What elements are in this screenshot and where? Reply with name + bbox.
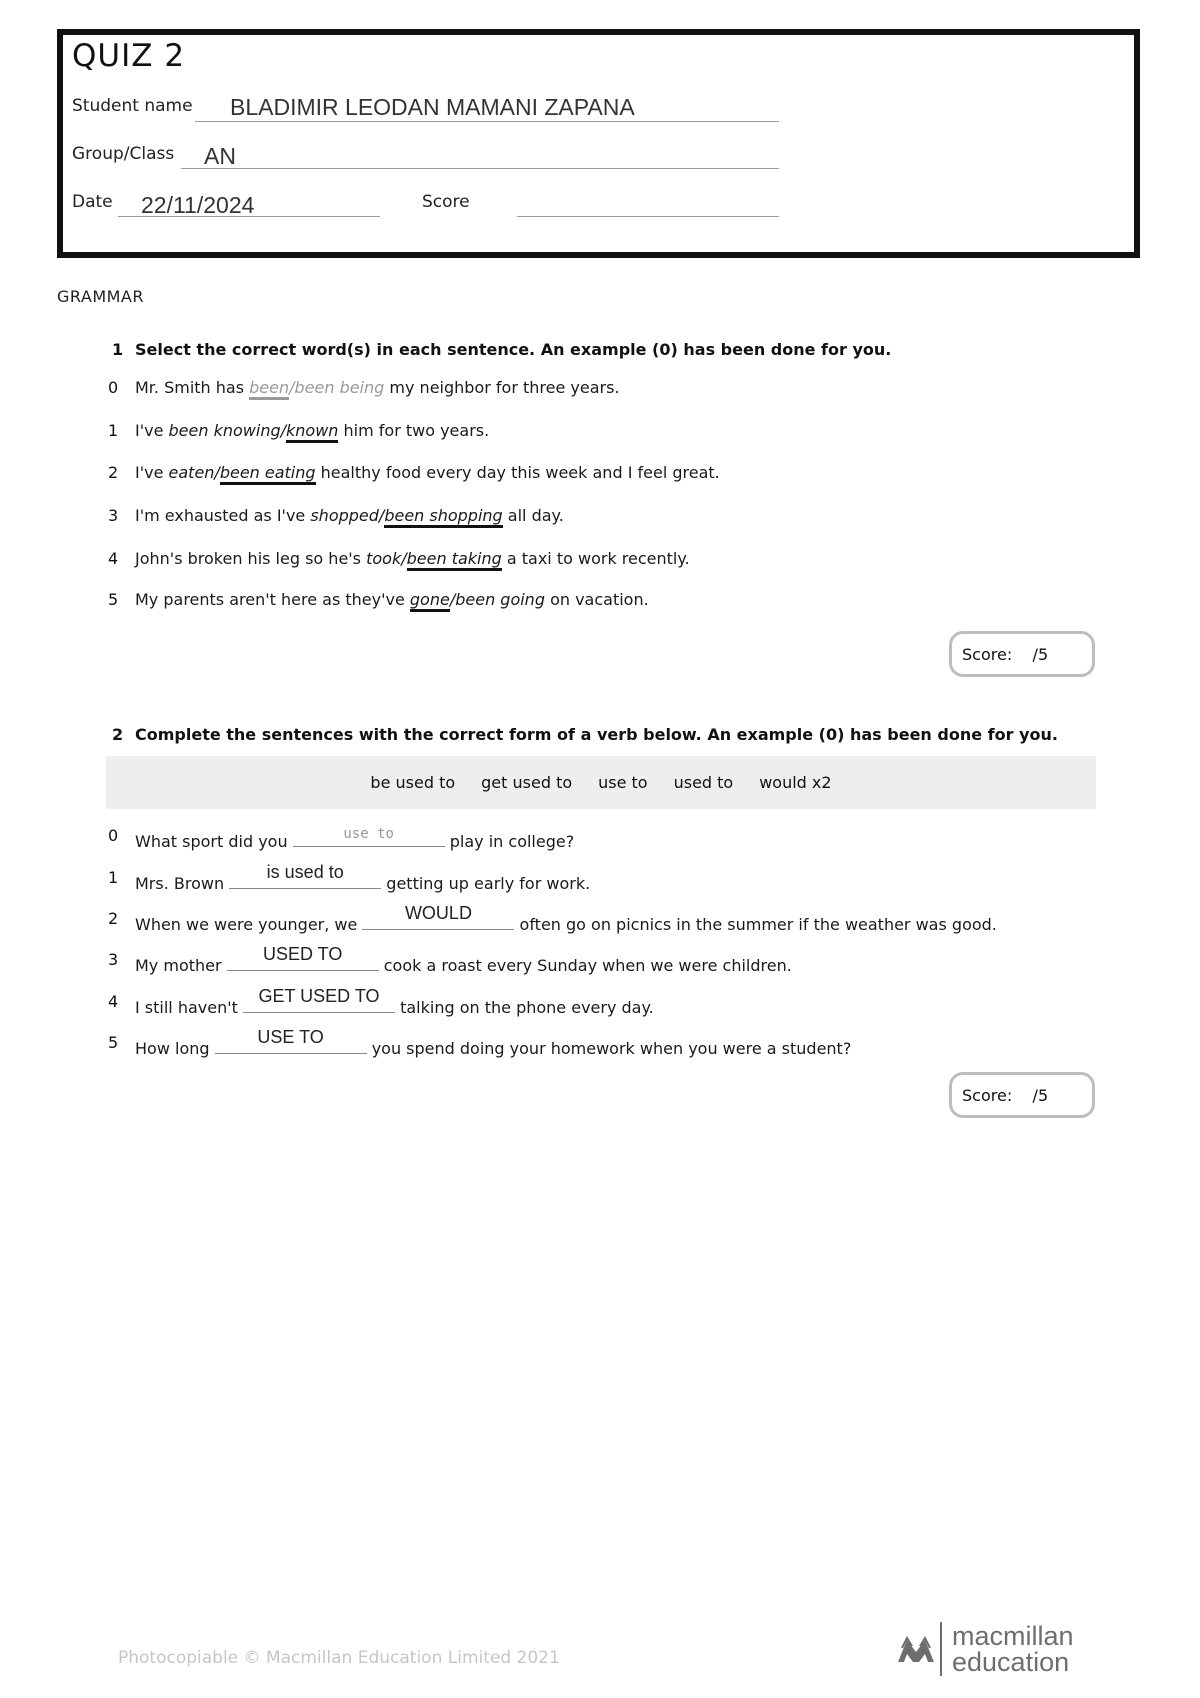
option-separator: / (289, 378, 295, 397)
complete-question-0 (135, 826, 574, 851)
option-separator: / (449, 590, 456, 609)
select-question-0 (135, 378, 620, 397)
question-text: healthy food every day this week and I feel great. (315, 463, 720, 482)
student-name-label: Student name (72, 96, 193, 116)
question-number: 5 (108, 590, 119, 609)
question-number: 4 (108, 549, 119, 568)
footer-copyright: Photocopiable © Macmillan Education Limited 2021 (118, 1648, 560, 1668)
question-text: How long (135, 1039, 215, 1058)
section-label-grammar: GRAMMAR (57, 287, 144, 306)
question-number: 2 (108, 909, 119, 928)
option-a[interactable]: been knowing (168, 421, 281, 440)
option-separator: / (378, 506, 385, 525)
question-number: 3 (108, 950, 119, 969)
question-number: 0 (108, 826, 119, 845)
option-b[interactable]: been being (294, 378, 385, 397)
question-text: Mr. Smith has (135, 378, 250, 397)
question-text: talking on the phone every day. (395, 998, 654, 1017)
exercise-1-instruction: Select the correct word(s) in each sentence. An example (0) has been done for you. (135, 340, 892, 359)
option-a[interactable]: gone (410, 590, 450, 612)
question-text: you spend doing your homework when you were a student? (366, 1039, 852, 1058)
date-field[interactable]: 22/11/2024 (141, 192, 255, 218)
word-bank-item: use to (598, 773, 648, 792)
complete-question-5 (135, 1027, 852, 1058)
exercise-2-number: 2 (112, 725, 124, 744)
option-b[interactable]: known (286, 421, 338, 443)
answer-blank[interactable] (215, 1027, 367, 1054)
option-a[interactable]: eaten (168, 463, 215, 482)
group-class-line (181, 168, 779, 169)
exercise-1-number: 1 (112, 340, 124, 359)
word-bank-item: used to (673, 773, 734, 792)
question-text: my neighbor for three years. (384, 378, 620, 397)
answer-text: GET USED TO (258, 986, 380, 1006)
exercise-2-score-box[interactable] (949, 1072, 1095, 1118)
question-text: I've (135, 421, 169, 440)
question-number: 1 (108, 421, 119, 440)
answer-blank[interactable] (362, 903, 514, 930)
option-b[interactable]: been eating (220, 463, 316, 485)
question-text: I'm exhausted as I've (135, 506, 311, 525)
student-name-line (195, 121, 779, 122)
question-text: When we were younger, we (135, 915, 363, 934)
group-class-label: Group/Class (72, 144, 175, 164)
option-separator: / (401, 549, 407, 568)
question-number: 1 (108, 868, 119, 887)
logo-line-1: macmillan (952, 1621, 1074, 1651)
select-question-3 (135, 506, 564, 525)
question-text: on vacation. (544, 590, 649, 609)
option-b[interactable]: been shopping (384, 506, 502, 528)
option-b[interactable]: been going (455, 590, 545, 609)
select-question-2 (135, 463, 720, 482)
question-text: play in college? (444, 832, 575, 851)
question-text: getting up early for work. (381, 874, 591, 893)
answer-blank[interactable] (229, 862, 381, 889)
answer-text: USE TO (257, 1027, 324, 1047)
answer-blank[interactable] (293, 826, 445, 847)
exercise-1-score-box[interactable] (949, 631, 1095, 677)
question-text: My parents aren't here as they've (135, 590, 410, 609)
question-text: John's broken his leg so he's (135, 549, 367, 568)
macmillan-mountains-icon (898, 1634, 934, 1664)
select-question-4 (135, 549, 690, 568)
word-bank-item: get used to (481, 773, 573, 792)
date-label: Date (72, 192, 113, 212)
answer-text: is used to (266, 862, 344, 882)
question-text: My mother (135, 956, 227, 975)
select-question-5 (135, 590, 649, 609)
answer-text: use to (343, 826, 394, 842)
option-a[interactable]: been (249, 378, 289, 400)
option-b[interactable]: been taking (407, 549, 502, 571)
option-a[interactable]: took (366, 549, 402, 568)
complete-question-1 (135, 862, 591, 893)
select-question-1 (135, 421, 489, 440)
question-number: 0 (108, 378, 119, 397)
word-bank (106, 756, 1096, 809)
score-line (517, 216, 779, 217)
score-box-label: Score: (962, 1085, 1013, 1105)
quiz-title: QUIZ 2 (72, 38, 186, 74)
question-number: 3 (108, 506, 119, 525)
option-separator: / (214, 463, 220, 482)
question-number: 4 (108, 992, 119, 1011)
answer-text: USED TO (262, 944, 343, 964)
question-text: Mrs. Brown (135, 874, 230, 893)
question-text: I still haven't (135, 998, 243, 1017)
answer-blank[interactable] (243, 986, 395, 1013)
complete-question-4 (135, 986, 654, 1017)
complete-question-3 (135, 944, 792, 975)
option-a[interactable]: shopped (310, 506, 379, 525)
score-box-label: Score: (962, 644, 1013, 664)
question-text: I've (135, 463, 169, 482)
logo-line-2: education (952, 1647, 1070, 1677)
answer-blank[interactable] (227, 944, 379, 971)
complete-question-2 (135, 903, 997, 934)
question-number: 2 (108, 463, 119, 482)
macmillan-logo (898, 1622, 1074, 1676)
exercise-2-instruction: Complete the sentences with the correct form of a verb below. An example (0) has been done for you. (135, 725, 1058, 744)
question-text: a taxi to work recently. (501, 549, 690, 568)
logo-divider (940, 1622, 942, 1676)
question-text: him for two years. (338, 421, 490, 440)
question-number: 5 (108, 1033, 119, 1052)
word-bank-item: be used to (370, 773, 456, 792)
student-name-field[interactable]: BLADIMIR LEODAN MAMANI ZAPANA (230, 94, 635, 120)
score-label: Score (422, 192, 470, 212)
score-box-total: /5 (1032, 1085, 1049, 1105)
group-class-field[interactable]: AN (204, 143, 236, 169)
question-text: often go on picnics in the summer if the weather was good. (514, 915, 997, 934)
word-bank-item: would x2 (759, 773, 832, 792)
question-text: all day. (502, 506, 564, 525)
question-text: cook a roast every Sunday when we were children. (378, 956, 792, 975)
answer-text: WOULD (404, 903, 472, 923)
option-separator: / (280, 421, 286, 440)
question-text: What sport did you (135, 832, 293, 851)
score-box-total: /5 (1032, 644, 1049, 664)
